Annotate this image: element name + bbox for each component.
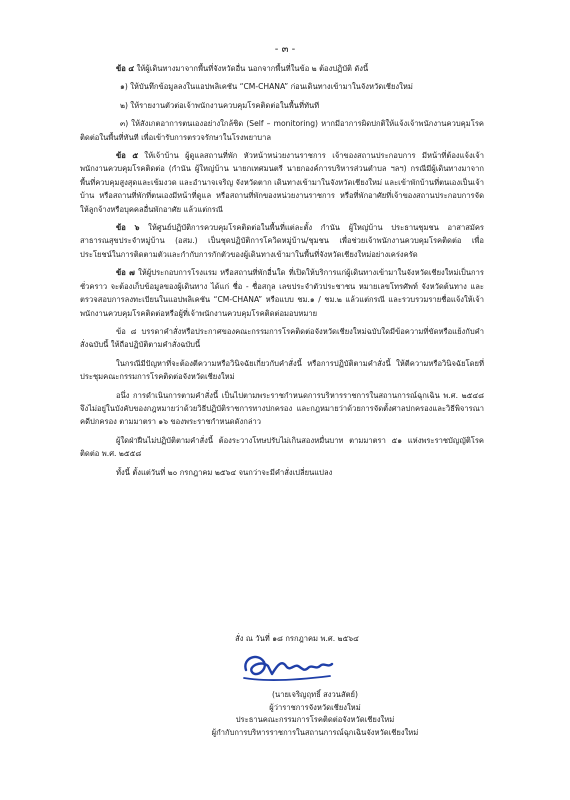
clause-4-item-1: ๑) ให้บันทึกข้อมูลลงในแอปพลิเคชัน “CM-CHANA” ก่อนเดินทางเข้ามาในจังหวัดเชียงใหม่ bbox=[120, 82, 413, 92]
signatory-title-1: ผู้ว่าราชการจังหวัดเชียงใหม่ bbox=[269, 702, 361, 712]
signatory-name: (นายเจริญฤทธิ์ สงวนสัตย์) bbox=[272, 690, 358, 699]
clause-lead: ข้อ ๖ bbox=[116, 223, 140, 233]
clause-4-item-3: ๓) ให้สังเกตอาการตนเองอย่างใกล้ชิด (Self – monitoring) หากมีอาการผิดปกติให้แจ้งเจ้าพนักงานควบคุมโรคติดต่อในพื้นที่ทันที เพื่อเข้ารับการตรวจรักษาในโรงพยาบาล bbox=[80, 119, 484, 142]
signatory-block bbox=[30, 689, 570, 739]
clause-lead: ข้อ ๗ bbox=[116, 268, 135, 278]
clause-6 bbox=[80, 221, 484, 261]
effective-date-paragraph: ทั้งนี้ ตั้งแต่วันที่ ๒๐ กรกฎาคม ๒๕๖๔ จนกว่าจะมีคำสั่งเปลี่ยนแปลง bbox=[116, 467, 333, 477]
clause-text: ให้ศูนย์ปฏิบัติการควบคุมโรคติดต่อในพื้นที่แต่ละตั้ง กำนัน ผู้ใหญ่บ้าน ประธานชุมชน อาสาสมัครสาธารณสุขประจำหมู่บ้าน (อสม.) เป็นชุดปฏิบัติการโควิดหมู่บ้าน/ชุมชน เพื่อช่วยเจ้าพนักงานควบคุมโรคติดต่อ เพื่อประโยชน์ในการติดตามตัวและกำกับการกักตัวของผู้เดินทางเข้ามาในพื้นที่จังหวัดเชียงใหม่อย่างเคร่งครัด bbox=[80, 223, 485, 259]
page-number: - ๓ - bbox=[274, 44, 296, 55]
penalty-paragraph: ผู้ใดฝ่าฝืนไม่ปฏิบัติตามคำสั่งนี้ ต้องระวางโทษปรับไม่เกินสองหมื่นบาท ตามมาตรา ๕๑ แห่งพระราชบัญญัติโรคติดต่อ พ.ศ. ๒๕๕๘ bbox=[80, 435, 484, 459]
clause-7 bbox=[80, 266, 484, 320]
order-date-line: สั่ง ณ วันที่ ๑๘ กรกฎาคม พ.ศ. ๒๕๖๔ bbox=[235, 634, 359, 643]
clause-8 bbox=[80, 325, 484, 352]
clause-text: ให้ผู้เดินทางมาจากพื้นที่จังหวัดอื่น นอกจากพื้นที่ในข้อ ๒ ต้องปฏิบัติ ดังนี้ bbox=[134, 64, 369, 73]
clause-text: ให้เจ้าบ้าน ผู้ดูแลสถานที่พัก หัวหน้าหน่วยงานราชการ เจ้าของสถานประกอบการ มีหน้าที่ต้องแจ้งเจ้าพนักงานควบคุมโรคติดต่อ (กำนัน ผู้ใหญ่บ้าน นายกเทศมนตรี นายกองค์การบริหารส่วนตำบล ฯลฯ) กรณีมีผู้เดินทางมาจากพื้นที่ควบคุมสูงสุดและเข้มงวด และอำนาจเจริญ จังหวัดตาก เดินทางเข้ามาในจังหวัดเชียงใหม่ และเข้าพักบ้านที่ตนเองเป็นเจ้าบ้าน หรือสถานที่พักที่ตนเองมีหน้าที่ดูแล หรือสถานที่พักของหน่วยงานราชการ หรือที่พักอาศัยที่เจ้าของสถานประกอบการจัดให้ลูกจ้างหรือบุคคลอื่นพักอาศัย แล้วแต่กรณี bbox=[80, 151, 484, 214]
clause-lead: ข้อ ๕ bbox=[116, 151, 139, 161]
signatory-title-2: ประธานคณะกรรมการโรคติดต่อจังหวัดเชียงใหม่ bbox=[235, 715, 395, 725]
clause-5 bbox=[80, 149, 484, 216]
handwritten-signature bbox=[238, 646, 338, 686]
document-body bbox=[80, 62, 484, 484]
clause-text: บรรดาคำสั่งหรือประกาศของคณะกรรมการโรคติดต่อจังหวัดเชียงใหม่ฉบับใดมีข้อความที่ขัดหรือแย้งกับคำสั่งฉบับนี้ ให้ถือปฏิบัติตามคำสั่งฉบับนี้ bbox=[80, 326, 484, 350]
clause-4-item-2: ๒) ให้รายงานตัวต่อเจ้าพนักงานควบคุมโรคติดต่อในพื้นที่ทันที bbox=[120, 100, 320, 110]
interpretation-paragraph: ในกรณีมีปัญหาที่จะต้องตีความหรือวินิจฉัยเกี่ยวกับคำสั่งนี้ หรือการปฏิบัติตามคำสั่งนี้ ให้ตีความหรือวินิจฉัยโดยที่ประชุมคณะกรรมการโรคติดต่อจังหวัดเชียงใหม่ bbox=[80, 358, 484, 382]
signatory-title-3: ผู้กำกับการบริหารราชการในสถานการณ์ฉุกเฉินจังหวัดเชียงใหม่ bbox=[211, 727, 419, 737]
clause-lead: ข้อ ๘ bbox=[116, 326, 137, 336]
clause-lead: ข้อ ๔ bbox=[116, 64, 135, 73]
clause-4 bbox=[80, 62, 484, 75]
clause-text: ให้ผู้ประกอบการโรงแรม หรือสถานที่พักอื่นใด ที่เปิดให้บริการแก่ผู้เดินทางเข้ามาในจังหวัดเชียงใหม่เป็นการชั่วคราว จะต้องเก็บข้อมูลของผู้เดินทาง ได้แก่ ชื่อ - ชื่อสกุล เลขประจำตัวประชาชน หมายเลขโทรศัพท์ จังหวัดต้นทาง และตรวจสอบการลงทะเบียนในแอปพลิเคชัน “CM-CHANA” หรือแบบ ชม.๑ / ชม.๒ แล้วแต่กรณี และรวบรวมรายชื่อแจ้งให้เจ้าพนักงานควบคุมโรคติดต่อหรือผู้ที่เจ้าพนักงานควบคุมโรคติดต่อมอบหมาย bbox=[80, 268, 484, 318]
legal-basis-paragraph: อนึ่ง การดำเนินการตามคำสั่งนี้ เป็นไปตามพระราชกำหนดการบริหารราชการในสถานการณ์ฉุกเฉิน พ.ศ. ๒๕๔๘ จึงไม่อยู่ในบังคับของกฎหมายว่าด้วยวิธีปฏิบัติราชการทางปกครอง และกฎหมายว่าด้วยการจัดตั้งศาลปกครองและวิธีพิจารณาคดีปกครอง ตามมาตรา ๑๖ ของพระราชกำหนดดังกล่าว bbox=[80, 390, 484, 427]
